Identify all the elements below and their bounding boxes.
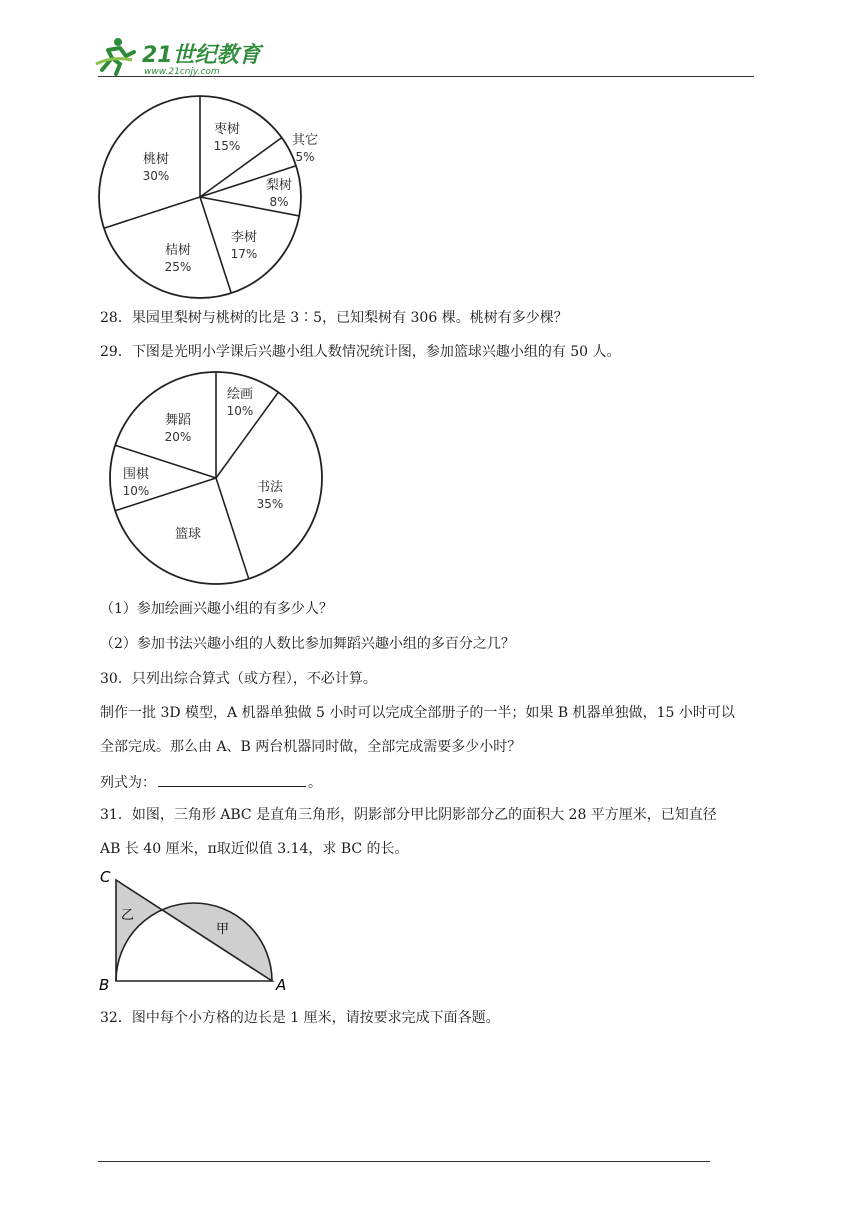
question-29-sub2: （2）参加书法兴趣小组的人数比参加舞蹈兴趣小组的多百分之几？ [100,636,515,652]
pie1-slice-label: 桔树 [164,243,192,258]
question-31-line1: 31．如图，三角形 ABC 是直角三角形，阴影部分甲比阴影部分乙的面积大 28 平方厘米，已知直径 [100,807,717,823]
header-rule [98,76,754,77]
pie2-slice-label: 围棋 [122,467,150,482]
pie2-slice-label: 书法 [256,480,284,495]
pie1-slice-percent: 25% [164,260,192,274]
vertex-c: C [100,868,111,886]
answer-end: 。 [308,775,322,791]
region-jia: 甲 [216,922,230,937]
question-30: 30．只列出综合算式（或方程），不必计算。 [100,671,377,687]
pie1-slice-label: 枣树 [213,122,241,137]
pie2-slice-label: 舞蹈 [164,413,192,428]
question-29: 29．下图是光明小学课后兴趣小组人数情况统计图，参加篮球兴趣小组的有 50 人。 [100,344,621,360]
runner-icon [96,38,134,74]
pie2-slice-percent: 10% [226,404,254,418]
question-30-line2: 全部完成。那么由 A、B 两台机器同时做，全部完成需要多少小时？ [100,739,522,755]
triangle-semicircle-figure [96,866,296,996]
pie1-slice-percent: 8% [269,195,289,209]
site-logo [92,34,262,80]
region-yi: 乙 [121,908,135,923]
pie1-slice-label: 桃树 [142,152,170,167]
pie1-slice-label: 梨树 [265,178,293,193]
vertex-a: A [276,976,287,994]
footer-rule [98,1161,710,1162]
question-29-sub1: （1）参加绘画兴趣小组的有多少人？ [100,601,333,617]
question-30-answer [100,771,322,793]
answer-label: 列式为： [100,775,156,791]
question-28: 28．果园里梨树与桃树的比是 3∶5，已知梨树有 306 棵。桃树有多少棵？ [100,310,568,326]
pie2-slice-label: 篮球 [174,527,202,542]
interest-group-pie-chart [106,370,326,586]
question-32: 32．图中每个小方格的边长是 1 厘米，请按要求完成下面各题。 [100,1010,500,1026]
pie1-slice-percent: 5% [295,150,315,164]
vertex-b: B [99,976,110,994]
pie1-slice-percent: 17% [230,247,258,261]
pie2-slice-percent: 10% [122,484,150,498]
pie1-slice-percent: 15% [213,139,241,153]
pie1-slice-label: 李树 [230,230,258,245]
pie2-slice-percent: 20% [164,430,192,444]
pie1-slice-label: 其它 [291,133,319,148]
question-30-line1: 制作一批 3D 模型，A 机器单独做 5 小时可以完成全部册子的一半；如果 B 机器单独做，15 小时可以 [100,705,735,721]
logo-url: www.21cnjy.com [144,67,220,77]
pie2-slice-label: 绘画 [226,387,254,402]
answer-blank[interactable] [158,771,306,787]
logo-text: 21世纪教育 [142,43,261,68]
pie1-slice-percent: 30% [142,169,170,183]
pie2-slice-percent: 35% [256,497,284,511]
fruit-tree-pie-chart [96,96,319,302]
question-31-line2: AB 长 40 厘米，π取近似值 3.14，求 BC 的长。 [100,841,409,857]
